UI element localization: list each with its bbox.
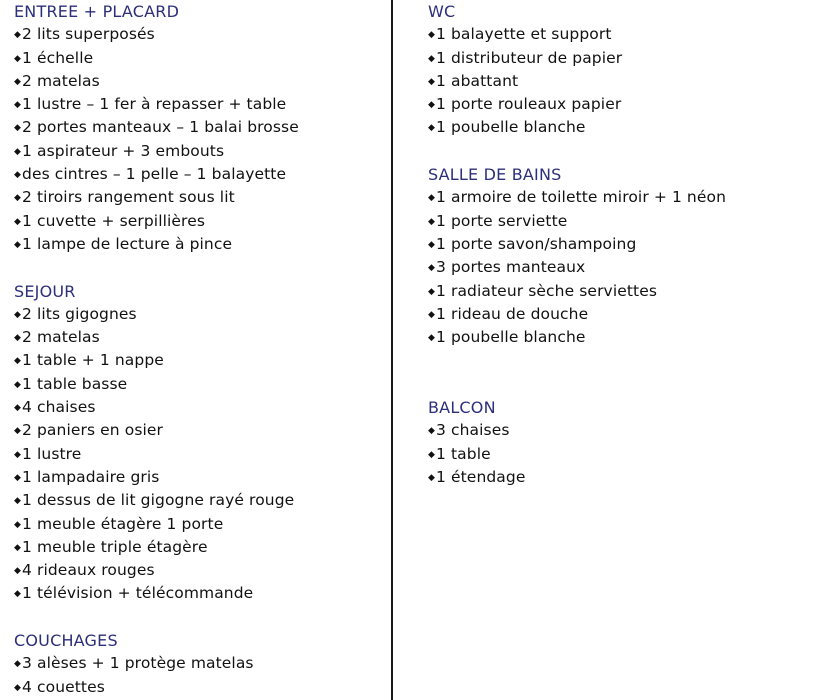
list-item [428, 186, 828, 209]
list-item-text: 1 radiateur sèche serviettes [436, 281, 658, 300]
list-item-text: 1 meuble triple étagère [22, 537, 208, 556]
list-item [14, 47, 384, 70]
list-item-text: 2 tiroirs rangement sous lit [22, 188, 235, 207]
list-item [428, 466, 828, 489]
bullet-icon: ◆ [14, 426, 22, 437]
bullet-icon: ◆ [14, 519, 22, 530]
list-item [14, 676, 384, 699]
bullet-icon: ◆ [14, 496, 22, 507]
section-heading: ENTREE + PLACARD [14, 2, 180, 21]
list-item [428, 303, 828, 326]
list-item [428, 443, 828, 466]
item-list [428, 186, 828, 349]
list-item-text: 1 poubelle blanche [436, 328, 586, 347]
list-item [428, 256, 828, 279]
list-item-text: 3 alèses + 1 protège matelas [22, 654, 254, 673]
list-item-text: 2 paniers en osier [22, 421, 164, 440]
section-wc [428, 0, 828, 140]
list-item [14, 396, 384, 419]
list-item-text: 1 poubelle blanche [436, 118, 586, 137]
bullet-icon: ◆ [14, 449, 22, 460]
list-item-text: 3 portes manteaux [436, 258, 586, 277]
list-item [14, 210, 384, 233]
list-item-text: 1 rideau de douche [436, 304, 589, 323]
section-heading: SEJOUR [14, 281, 76, 301]
list-item-text: des cintres – 1 pelle – 1 balayette [22, 165, 287, 184]
section-couchages [14, 629, 384, 699]
list-item [14, 326, 384, 349]
bullet-icon: ◆ [14, 193, 22, 204]
list-item [428, 70, 828, 93]
section-heading: SALLE DE BAINS [428, 165, 562, 185]
bullet-icon: ◆ [428, 30, 436, 41]
section-balcon [428, 396, 828, 489]
bullet-icon: ◆ [14, 100, 22, 111]
list-item-text: 2 lits gigognes [22, 304, 137, 323]
item-list [428, 419, 828, 489]
list-item-text: 4 rideaux rouges [22, 561, 155, 580]
item-list [14, 652, 384, 699]
list-item-text: 1 dessus de lit gigogne rayé rouge [22, 491, 295, 510]
bullet-icon: ◆ [14, 542, 22, 553]
bullet-icon: ◆ [14, 472, 22, 483]
bullet-icon: ◆ [14, 403, 22, 414]
bullet-icon: ◆ [14, 123, 22, 134]
column-divider [391, 0, 393, 700]
list-item-text: 3 chaises [436, 421, 510, 440]
bullet-icon: ◆ [428, 239, 436, 250]
list-item [14, 489, 384, 512]
section-sejour [14, 280, 384, 606]
bullet-icon: ◆ [428, 472, 436, 483]
bullet-icon: ◆ [428, 426, 436, 437]
bullet-icon: ◆ [428, 286, 436, 297]
list-item [428, 23, 828, 46]
section-heading: COUCHAGES [14, 631, 118, 651]
list-item-text: 1 étendage [436, 467, 526, 486]
list-item [14, 70, 384, 93]
bullet-icon: ◆ [14, 146, 22, 157]
section-heading: BALCON [428, 398, 496, 418]
list-item [14, 582, 384, 605]
list-item-text: 1 cuvette + serpillières [22, 211, 206, 230]
list-item-text: 1 lampe de lecture à pince [22, 234, 233, 253]
list-item-text: 1 armoire de toilette miroir + 1 néon [436, 188, 726, 207]
list-item-text: 1 balayette et support [436, 25, 612, 44]
bullet-icon: ◆ [14, 379, 22, 390]
list-item-text: 1 table [436, 444, 491, 463]
list-item-text: 2 portes manteaux – 1 balai brosse [22, 118, 299, 137]
section-heading: WC [428, 2, 456, 21]
list-item [14, 443, 384, 466]
bullet-icon: ◆ [14, 682, 22, 693]
list-item-text: 4 chaises [22, 398, 96, 417]
list-item-text: 4 couettes [22, 677, 105, 696]
bullet-icon: ◆ [14, 309, 22, 320]
bullet-icon: ◆ [14, 566, 22, 577]
bullet-icon: ◆ [14, 333, 22, 344]
section-salle-de-bains [428, 163, 828, 349]
list-item [14, 559, 384, 582]
list-item-text: 1 lampadaire gris [22, 467, 160, 486]
list-item-text: 1 table basse [22, 374, 128, 393]
list-item-text: 1 échelle [22, 48, 94, 67]
bullet-icon: ◆ [14, 659, 22, 670]
bullet-icon: ◆ [428, 216, 436, 227]
list-item [428, 326, 828, 349]
list-item-text: 1 table + 1 nappe [22, 351, 164, 370]
list-item [14, 186, 384, 209]
list-item [428, 419, 828, 442]
list-item [14, 536, 384, 559]
list-item [14, 373, 384, 396]
bullet-icon: ◆ [14, 53, 22, 64]
list-item-text: 1 aspirateur + 3 embouts [22, 141, 225, 160]
list-item [428, 210, 828, 233]
list-item-text: 1 abattant [436, 71, 519, 90]
bullet-icon: ◆ [14, 239, 22, 250]
list-item [14, 513, 384, 536]
bullet-icon: ◆ [428, 123, 436, 134]
right-column [428, 0, 828, 489]
bullet-icon: ◆ [14, 216, 22, 227]
list-item [14, 419, 384, 442]
list-item-text: 1 lustre – 1 fer à repasser + table [22, 95, 287, 114]
bullet-icon: ◆ [428, 53, 436, 64]
left-column [14, 0, 384, 699]
list-item-text: 1 télévision + télécommande [22, 584, 254, 603]
bullet-icon: ◆ [428, 333, 436, 344]
bullet-icon: ◆ [428, 76, 436, 87]
list-item [14, 233, 384, 256]
list-item [14, 93, 384, 116]
list-item [428, 93, 828, 116]
list-item [14, 163, 384, 186]
list-item-text: 1 porte serviette [436, 211, 568, 230]
list-item-text: 1 lustre [22, 444, 82, 463]
item-list [428, 23, 828, 139]
bullet-icon: ◆ [14, 30, 22, 41]
item-list [14, 303, 384, 606]
bullet-icon: ◆ [14, 589, 22, 600]
list-item-text: 1 porte rouleaux papier [436, 95, 622, 114]
bullet-icon: ◆ [428, 263, 436, 274]
list-item-text: 2 lits superposés [22, 25, 155, 44]
section-entree [14, 0, 384, 256]
list-item [428, 116, 828, 139]
list-item [14, 349, 384, 372]
list-item-text: 1 distributeur de papier [436, 48, 623, 67]
list-item [14, 466, 384, 489]
list-item [428, 280, 828, 303]
bullet-icon: ◆ [14, 170, 22, 181]
bullet-icon: ◆ [428, 100, 436, 111]
list-item-text: 2 matelas [22, 71, 100, 90]
bullet-icon: ◆ [14, 356, 22, 367]
list-item-text: 1 meuble étagère 1 porte [22, 514, 224, 533]
list-item [14, 140, 384, 163]
list-item [14, 116, 384, 139]
bullet-icon: ◆ [428, 449, 436, 460]
list-item [14, 303, 384, 326]
bullet-icon: ◆ [428, 193, 436, 204]
list-item-text: 2 matelas [22, 328, 100, 347]
list-item [14, 652, 384, 675]
bullet-icon: ◆ [428, 309, 436, 320]
list-item [428, 47, 828, 70]
list-item [428, 233, 828, 256]
item-list [14, 23, 384, 256]
list-item-text: 1 porte savon/shampoing [436, 234, 637, 253]
bullet-icon: ◆ [14, 76, 22, 87]
list-item [14, 23, 384, 46]
